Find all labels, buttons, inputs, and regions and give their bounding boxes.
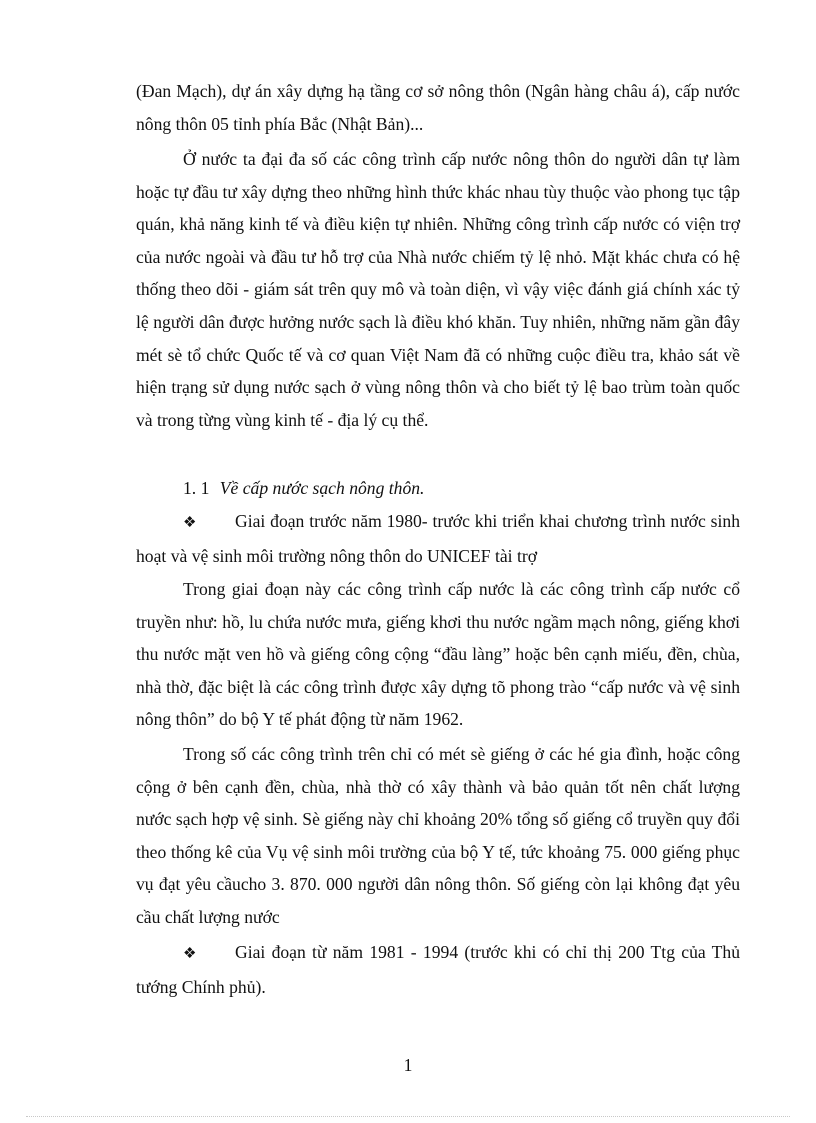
- bullet-text: Giai đoạn từ năm 1981 - 1994 (trước khi có chỉ thị 200 Ttg của Thủ tướng Chính phủ).: [136, 942, 740, 997]
- section-title: Về cấp nước sạch nông thôn.: [219, 478, 425, 498]
- page-footer-divider: [26, 1116, 790, 1117]
- paragraph-intro-continuation: (Đan Mạch), dự án xây dựng hạ tầng cơ sở nông thôn (Ngân hàng châu á), cấp nước nông thôn 05 tỉnh phía Bắc (Nhật Bản)...: [136, 81, 740, 134]
- page-number: 1: [403, 1055, 413, 1075]
- bullet-text: Giai đoạn trước năm 1980- trước khi triển khai chương trình nước sinh hoạt và vệ sinh môi trường nông thôn do UNICEF tài trợ: [136, 511, 740, 566]
- bullet-item-period-1981-1994: [136, 936, 740, 1003]
- paragraph-traditional-works: Trong giai đoạn này các công trình cấp nước là các công trình cấp nước cổ truyền như: hồ, lu chứa nước mưa, giếng khơi thu nước ngầm mạch nông, giếng khơi thu nước mặt ven hồ và giếng công cộng “đầu làng” hoặc bên cạnh miếu, đền, chùa, nhà thờ, đặc biệt là các công trình được xây dựng tõ phong trào “cấp nước và vệ sinh nông thôn” do bộ Y tế phát động từ năm 1962.: [136, 579, 740, 730]
- paragraph-well-statistics: Trong số các công trình trên chỉ có mét sè giếng ở các hé gia đình, hoặc công cộng ở bên cạnh đền, chùa, nhà thờ có xây thành và bảo quản tốt nên chất lượng nước sạch hợp vệ sinh. Sè giếng này chỉ khoảng 20% tổng số giếng cổ truyền quy đổi theo thống kê của Vụ vệ sinh môi trường của bộ Y tế, tức khoảng 75. 000 giếng phục vụ đạt yêu cầucho 3. 870. 000 người dân nông thôn. Số giếng còn lại không đạt yêu cầu chất lượng nước: [136, 744, 740, 927]
- diamond-bullet-icon: ❖: [183, 946, 197, 962]
- diamond-bullet-icon: ❖: [183, 515, 197, 531]
- paragraph-rural-water-overview: Ở nước ta đại đa số các công trình cấp nước nông thôn do người dân tự làm hoặc tự đầu tư xây dựng theo những hình thức khác nhau tùy thuộc vào phong tục tập quán, khả năng kinh tế và điều kiện tự nhiên. Những công trình cấp nước có viện trợ của nước ngoài và đầu tư hỗ trợ của Nhà nước chiếm tỷ lệ nhỏ. Mặt khác chưa có hệ thống theo dõi - giám sát trên quy mô và toàn diện, vì vậy việc đánh giá chính xác tỷ lệ người dân được hưởng nước sạch là điều khó khăn. Tuy nhiên, những năm gần đây mét sè tổ chức Quốc tế và cơ quan Việt Nam đã có những cuộc điều tra, khảo sát về hiện trạng sử dụng nước sạch ở vùng nông thôn và cho biết tỷ lệ bao trùm toàn quốc và trong từng vùng kinh tế - địa lý cụ thể.: [136, 149, 740, 430]
- section-number: 1. 1: [183, 478, 210, 498]
- section-heading: [183, 472, 740, 505]
- bullet-item-period-before-1980: [136, 505, 740, 572]
